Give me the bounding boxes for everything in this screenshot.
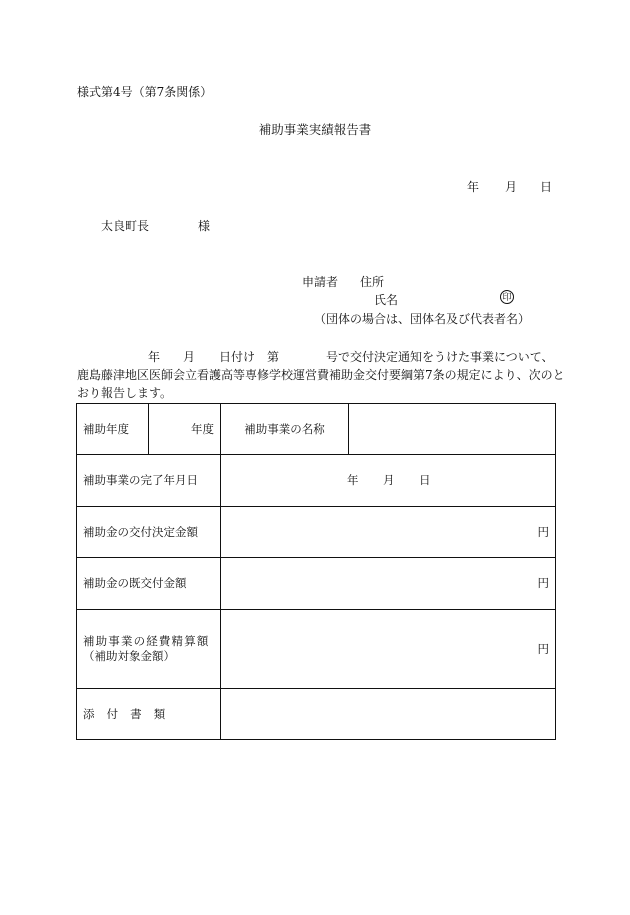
document-title: 補助事業実績報告書 — [258, 122, 372, 137]
body-date-suffix: 日付け — [219, 350, 256, 364]
table-row — [77, 507, 556, 558]
body-paragraph — [77, 348, 565, 402]
attachments-value — [221, 689, 556, 740]
table-row — [77, 689, 556, 740]
settlement-amount-label — [77, 610, 221, 689]
decision-amount-value: 円 — [221, 507, 556, 558]
table-row — [77, 610, 556, 689]
settlement-label-line-2: （補助対象金額） — [83, 649, 175, 663]
project-name-label: 補助事業の名称 — [221, 404, 349, 455]
date-month: 月 — [505, 180, 518, 194]
body-line-2: 鹿島藤津地区医師会立看護高等専修学校運営費補助金交付要綱第7条の規定により、次のと — [77, 368, 565, 382]
paid-amount-label: 補助金の既交付金額 — [77, 558, 221, 610]
attachments-label: 添付書類 — [77, 689, 221, 740]
completion-date-label: 補助事業の完了年月日 — [77, 455, 221, 507]
completion-year: 年 — [347, 473, 359, 487]
fiscal-year-label: 補助年度 — [77, 404, 149, 455]
organization-note: （団体の場合は、団体名及び代表者名） — [314, 312, 531, 326]
body-line-1 — [77, 348, 557, 366]
seal-mark: 印 — [500, 290, 514, 304]
settlement-amount-value: 円 — [221, 610, 556, 689]
project-name-value — [349, 404, 556, 455]
name-label: 氏名 — [374, 293, 399, 307]
date-day: 日 — [540, 180, 553, 194]
body-dai: 第 — [267, 350, 280, 364]
body-month: 月 — [183, 350, 196, 364]
table-row — [77, 455, 556, 507]
fiscal-year-value: 年度 — [149, 404, 221, 455]
decision-amount-label: 補助金の交付決定金額 — [77, 507, 221, 558]
addressee-honorific: 様 — [198, 219, 211, 233]
address-label: 住所 — [360, 275, 385, 289]
completion-month: 月 — [383, 473, 395, 487]
paid-amount-value: 円 — [221, 558, 556, 610]
body-year: 年 — [148, 350, 161, 364]
completion-day: 日 — [419, 473, 431, 487]
table-row — [77, 404, 556, 455]
body-number-suffix: 号で交付決定通知をうけた事業について、 — [326, 350, 554, 364]
report-table — [76, 403, 556, 740]
table-row — [77, 558, 556, 610]
date-year: 年 — [467, 180, 480, 194]
completion-date-value — [221, 455, 556, 507]
settlement-label-line-1: 補助事業の経費精算額 — [83, 634, 210, 648]
body-line-3: おり報告します。 — [77, 386, 173, 400]
applicant-label: 申請者 — [302, 275, 339, 289]
form-number: 様式第4号（第7条関係） — [77, 85, 213, 99]
addressee-name: 太良町長 — [101, 219, 150, 233]
